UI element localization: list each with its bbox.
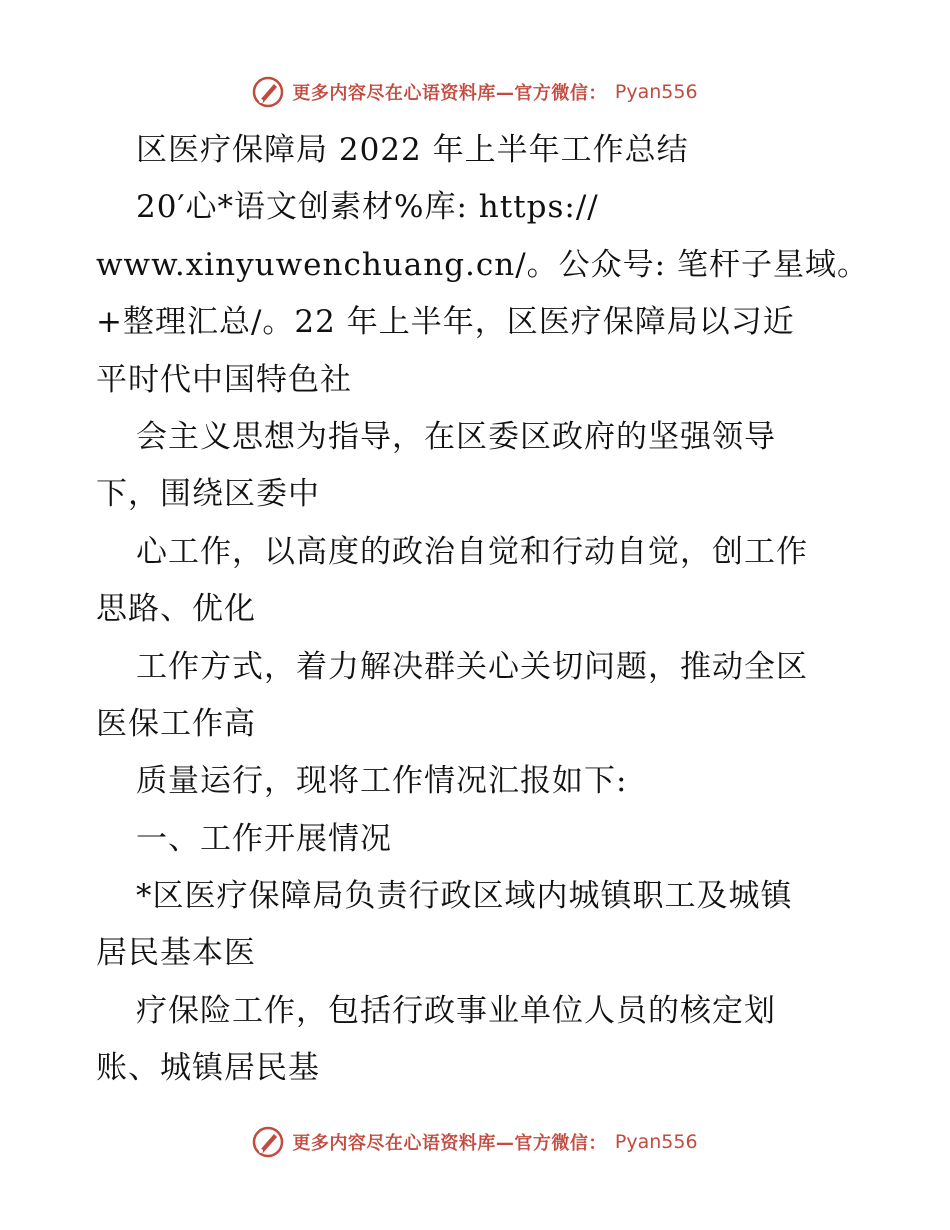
text-line: 平时代中国特色社 [96, 361, 352, 398]
text-line: +整理汇总/。22 年上半年，区医疗保障局以习近 [96, 304, 795, 341]
watermark-text: 更多内容尽在心语资料库—官方微信： [292, 83, 607, 104]
watermark-text: 更多内容尽在心语资料库—官方微信： [292, 1133, 607, 1154]
watermark-contact: Pyan556 [614, 1131, 698, 1153]
text-line: 心工作，以高度的政治自觉和行动自觉，创工作 [136, 533, 808, 570]
text-line: *区医疗保障局负责行政区域内城镇职工及城镇 [136, 878, 793, 915]
document-title: 区医疗保障局 2022 年上半年工作总结 [136, 132, 689, 168]
text-line: www.xinyuwenchuang.cn/。公众号: 笔杆子星域。 [96, 246, 869, 283]
text-line: 20′心*语文创素材%库: https:// [136, 189, 599, 226]
header-watermark [0, 72, 950, 112]
text-line: 疗保险工作，包括行政事业单位人员的核定划 [136, 992, 776, 1029]
quill-pen-logo-icon [252, 1126, 284, 1158]
text-line: 思路、优化 [96, 591, 256, 628]
watermark-contact: Pyan556 [614, 81, 698, 103]
text-line: 医保工作高 [96, 705, 256, 742]
text-line: 质量运行，现将工作情况汇报如下: [136, 763, 628, 800]
text-line: 下，围绕区委中 [96, 476, 320, 513]
text-line: 工作方式，着力解决群关心关切问题，推动全区 [136, 648, 808, 685]
text-line: 会主义思想为指导，在区委区政府的坚强领导 [136, 418, 776, 455]
footer-watermark [0, 1122, 950, 1162]
quill-pen-logo-icon [252, 76, 284, 108]
section-heading: 一、工作开展情况 [136, 820, 392, 857]
text-line: 居民基本医 [96, 935, 256, 972]
text-line: 账、城镇居民基 [96, 1050, 320, 1087]
document-body [96, 122, 869, 1098]
